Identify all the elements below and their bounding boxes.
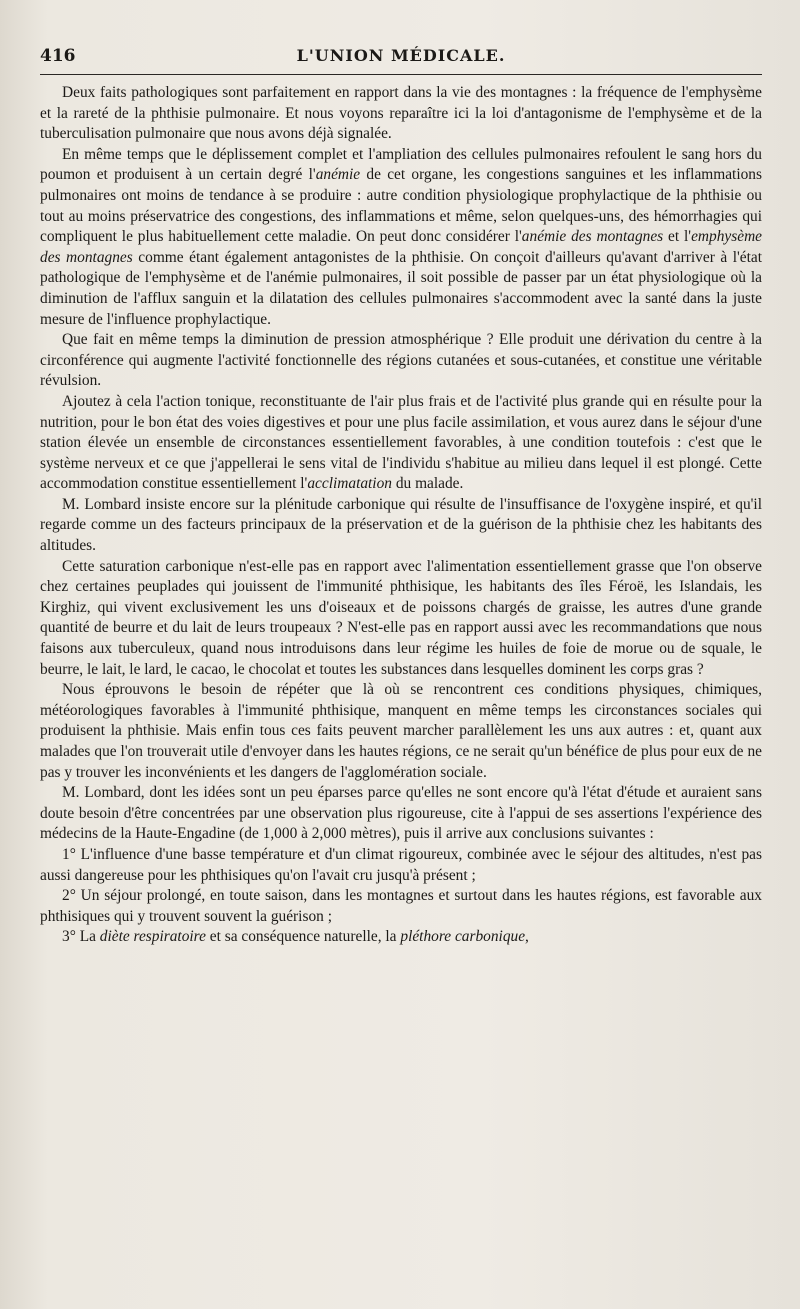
- header-rule: [40, 74, 762, 75]
- conclusion-item: [40, 886, 762, 927]
- paragraph: [40, 392, 762, 495]
- text-run: M. Lombard, dont les idées sont un peu éparses parce qu'elles ne sont encore qu'à l'état d'étude et auraient sans doute besoin d'être concentrées par une observation plus rigoureuse, cite à l'appui de ses assertions l'expérience des médecins de la Haute-Engadine (de 1,000 à 2,000 mètres), puis il arrive aux conclusions suivantes :: [40, 784, 762, 843]
- text-run: Que fait en même temps la diminution de pression atmosphérique ? Elle produit une dérivation du centre à la circonférence qui augmente l'activité fonctionnelle des régions cutanées et sous-cutanées, et constitue une véritable révulsion.: [40, 331, 762, 390]
- conclusion-item: [40, 927, 762, 948]
- text-run: et l': [663, 228, 692, 246]
- italic-term: acclimatation: [307, 475, 392, 493]
- paragraph: [40, 495, 762, 557]
- text-run: ,: [525, 928, 529, 946]
- text-run: Cette saturation carbonique n'est-elle pas en rapport avec l'alimentation essentiellement grasse que l'on observe chez certaines peuplades qui jouissent de l'immunité phthisique, les habitants des îles Féroë, les Islandais, les Kirghiz, qui vivent exclusivement les uns d'oiseaux et de poissons chargés de graisse, les autres d'une grande quantité de beurre et du lait de leurs troupeaux ? N'est-elle pas en rapport aussi avec les recommandations que nous faisons aux tuberculeux, quand nous introduisons dans leur régime les huiles de foie de morue ou de squale, le beurre, le lait, le lard, le cacao, le chocolat et toutes les substances dans lesquelles dominent les corps gras ?: [40, 557, 762, 678]
- paragraph: [40, 330, 762, 392]
- text-run: M. Lombard insiste encore sur la plénitude carbonique qui résulte de l'insuffisance de l'oxygène inspiré, et qu'il regarde comme un des facteurs principaux de la préservation et de la guérison de la phthisie chez les habitants des altitudes.: [40, 495, 762, 555]
- article-body: [40, 83, 762, 948]
- text-run: de cet organe, les congestions sanguines et les inflammations pulmonaires ont moins de tendance à se produire : autre condition physiologique prophylactique de la phthisie ou tout au moins préservatrice des congestions, des inflammations et même, selon quelques-uns, des hémorrhagies qui compliquent le plus habituellement cette maladie. On peut donc considérer l': [40, 166, 762, 246]
- text-run: Ajoutez à cela l'action tonique, reconstituante de l'air plus frais et de l'activité plus grande qui en résulte pour la nutrition, pour le bon état des voies digestives et pour une plus facile assimilation, et vous aurez dans le séjour d'une station élevée un ensemble de circonstances essentiellement favorables, à une condition toutefois : c'est que le système nerveux et ce que j'appellerai le sens vital de l'individu s'habitue au milieu dans lequel il est plongé. Cette accommodation constitue essentiellement l': [40, 392, 762, 493]
- text-run: En même temps que le déplissement complet et l'ampliation des cellules pulmonaires refoulent le sang hors du poumon et produisent à un certain degré l': [40, 145, 762, 184]
- text-run: Nous éprouvons le besoin de répéter que là où se rencontrent ces conditions physiques, chimiques, météorologiques favorables à l'immunité phthisique, manquent en même temps les circonstances sociales qui produisent la phthisie. Mais enfin tous ces faits peuvent marcher parallèlement les uns aux autres : et, quant aux malades que l'on trouverait utile d'envoyer dans les hautes régions, ce ne serait qu'un bénéfice de plus pour eux de ne pas y trouver les inconvénients et les dangers de l'agglomération sociale.: [40, 681, 762, 781]
- paragraph: [40, 83, 762, 145]
- italic-term: pléthore carbonique: [400, 928, 526, 946]
- text-run: 1° L'influence d'une basse température et d'un climat rigoureux, combinée avec le séjour des altitudes, n'est pas aussi dangereuse pour les phthisiques qu'on l'avait cru jusqu'à présent ;: [40, 845, 762, 884]
- page-number: 416: [40, 46, 76, 66]
- text-run: du malade.: [391, 475, 464, 493]
- italic-term: anémie des montagnes: [521, 228, 664, 246]
- text-run: comme étant également antagonistes de la phthisie. On conçoit d'ailleurs qu'avant d'arriver à l'état pathologique de l'emphysème et de l'anémie pulmonaires, il soit possible de passer par un état physiologique où la diminution de l'afflux sanguin et la dilatation des cellules pulmonaires s'accommodent avec la santé dans la juste mesure de l'influence prophylactique.: [40, 248, 762, 328]
- paragraph: [40, 557, 762, 681]
- text-run: 3° La: [62, 928, 100, 946]
- text-run: et sa conséquence naturelle, la: [205, 928, 401, 946]
- page-header: [40, 40, 762, 74]
- text-run: 2° Un séjour prolongé, en toute saison, dans les montagnes et surtout dans les hautes régions, est favorable aux phthisiques qui y trouvent souvent la guérison ;: [40, 887, 762, 925]
- paragraph: [40, 680, 762, 783]
- italic-term: emphysème des montagnes: [40, 228, 763, 266]
- running-title: L'UNION MÉDICALE.: [296, 46, 506, 65]
- text-run: Deux faits pathologiques sont parfaitement en rapport dans la vie des montagnes : la fréquence de l'emphysème et la rareté de la phthisie pulmonaire. Et nous voyons reparaître ici la loi d'antagonisme de l'emphysème et de la tuberculisation pulmonaire que nous avons déjà signalée.: [40, 84, 762, 143]
- paragraph: [40, 145, 762, 330]
- paragraph: [40, 783, 762, 845]
- italic-term: anémie: [315, 166, 361, 184]
- conclusion-item: [40, 845, 762, 886]
- italic-term: diète respiratoire: [99, 928, 206, 946]
